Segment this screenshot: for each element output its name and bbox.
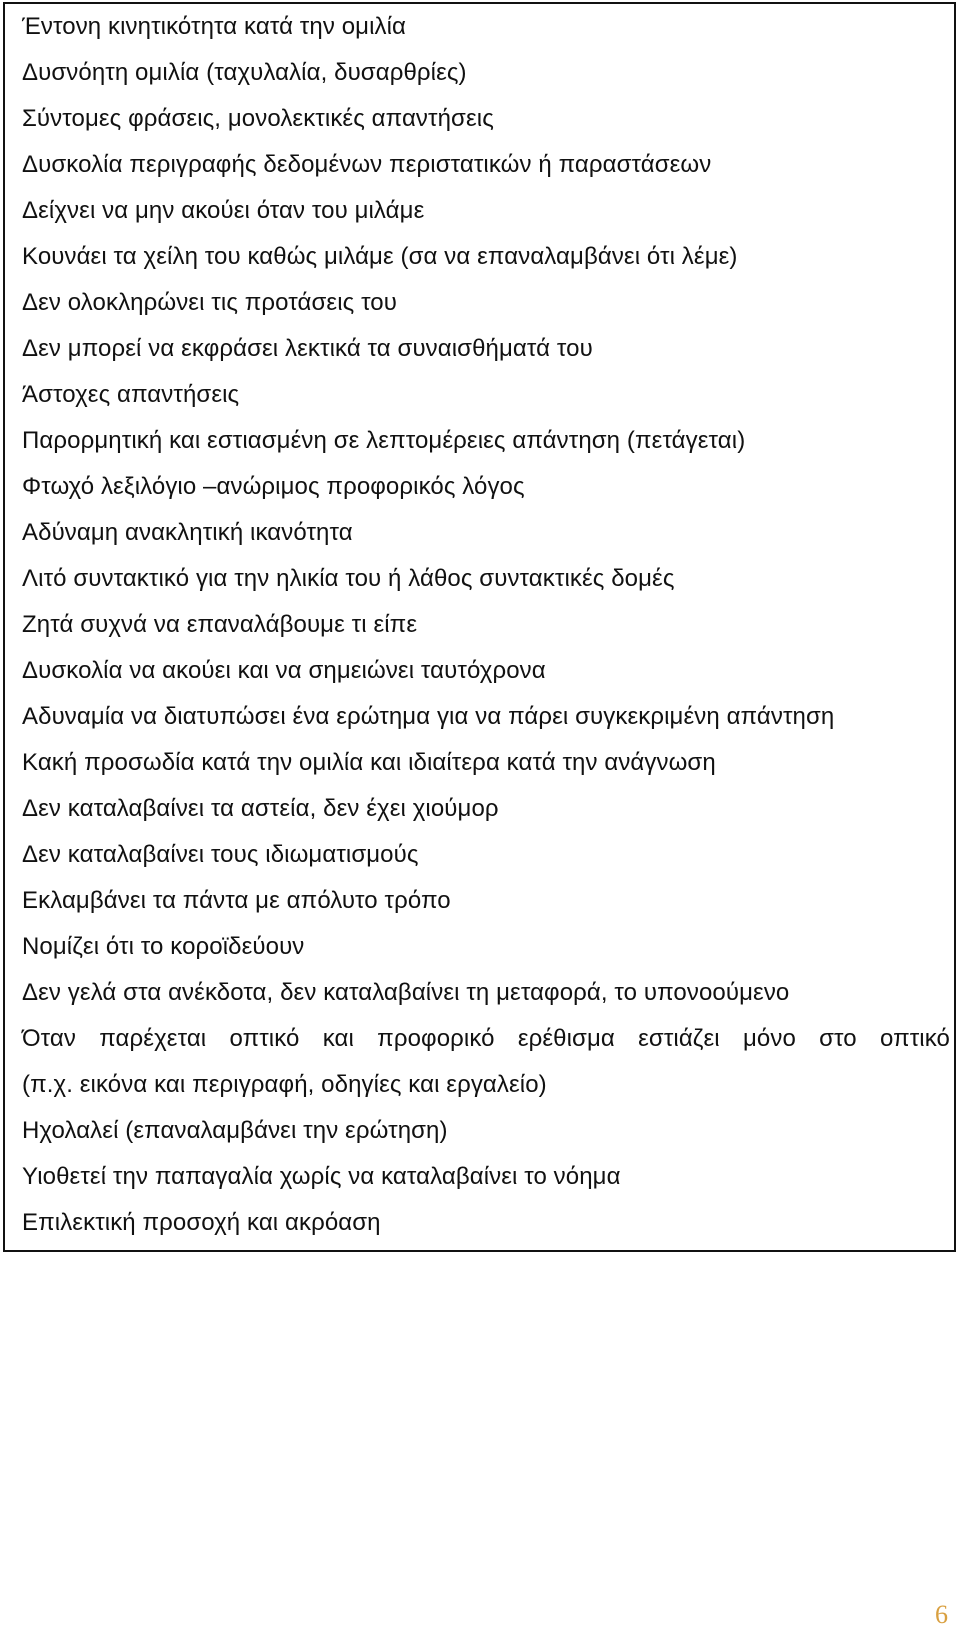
list-item: Δυσκολία περιγραφής δεδομένων περιστατικών ή παραστάσεων [22,151,712,178]
list-item: Δεν γελά στα ανέκδοτα, δεν καταλαβαίνει τη μεταφορά, το υπονοούμενο [22,979,790,1006]
list-item: Έντονη κινητικότητα κατά την ομιλία [22,13,407,40]
list-item: Όταν παρέχεται οπτικό και προφορικό ερέθισμα εστιάζει μόνο στο οπτικό [22,1025,950,1052]
page-number: 6 [935,1600,948,1629]
list-item: Φτωχό λεξιλόγιο –ανώριμος προφορικός λόγος [22,473,525,500]
list-item: Επιλεκτική προσοχή και ακρόαση [22,1209,381,1236]
list-item: Ηχολαλεί (επαναλαμβάνει την ερώτηση) [22,1117,448,1144]
list-item: Κουνάει τα χείλη του καθώς μιλάμε (σα να επαναλαμβάνει ότι λέμε) [22,243,738,270]
checklist [22,4,950,1246]
list-item: Κακή προσωδία κατά την ομιλία και ιδιαίτερα κατά την ανάγνωση [22,749,716,776]
list-item: Λιτό συντακτικό για την ηλικία του ή λάθος συντακτικές δομές [22,565,675,592]
checklist-box [3,2,956,1252]
list-item: Ζητά συχνά να επαναλάβουμε τι είπε [22,611,418,638]
list-item: Δεν καταλαβαίνει τα αστεία, δεν έχει χιούμορ [22,795,499,822]
list-item: Δυσνόητη ομιλία (ταχυλαλία, δυσαρθρίες) [22,59,467,86]
list-item: Δυσκολία να ακούει και να σημειώνει ταυτόχρονα [22,657,546,684]
list-item: Αδύναμη ανακλητική ικανότητα [22,519,353,546]
list-item: Δείχνει να μην ακούει όταν του μιλάμε [22,197,425,224]
list-item: Σύντομες φράσεις, μονολεκτικές απαντήσεις [22,105,494,132]
list-item: Νομίζει ότι το κοροϊδεύουν [22,933,305,960]
list-item: Άστοχες απαντήσεις [22,381,240,408]
list-item: Αδυναμία να διατυπώσει ένα ερώτημα για να πάρει συγκεκριμένη απάντηση [22,703,835,730]
list-item: Εκλαμβάνει τα πάντα με απόλυτο τρόπο [22,887,451,914]
list-item: Υιοθετεί την παπαγαλία χωρίς να καταλαβαίνει το νόημα [22,1163,621,1190]
list-item: Δεν καταλαβαίνει τους ιδιωματισμούς [22,841,419,868]
list-item: Δεν ολοκληρώνει τις προτάσεις του [22,289,397,316]
list-item: Δεν μπορεί να εκφράσει λεκτικά τα συναισθήματά του [22,335,593,362]
list-item: Παρορμητική και εστιασμένη σε λεπτομέρειες απάντηση (πετάγεται) [22,427,746,454]
list-item: (π.χ. εικόνα και περιγραφή, οδηγίες και εργαλείο) [22,1071,547,1098]
